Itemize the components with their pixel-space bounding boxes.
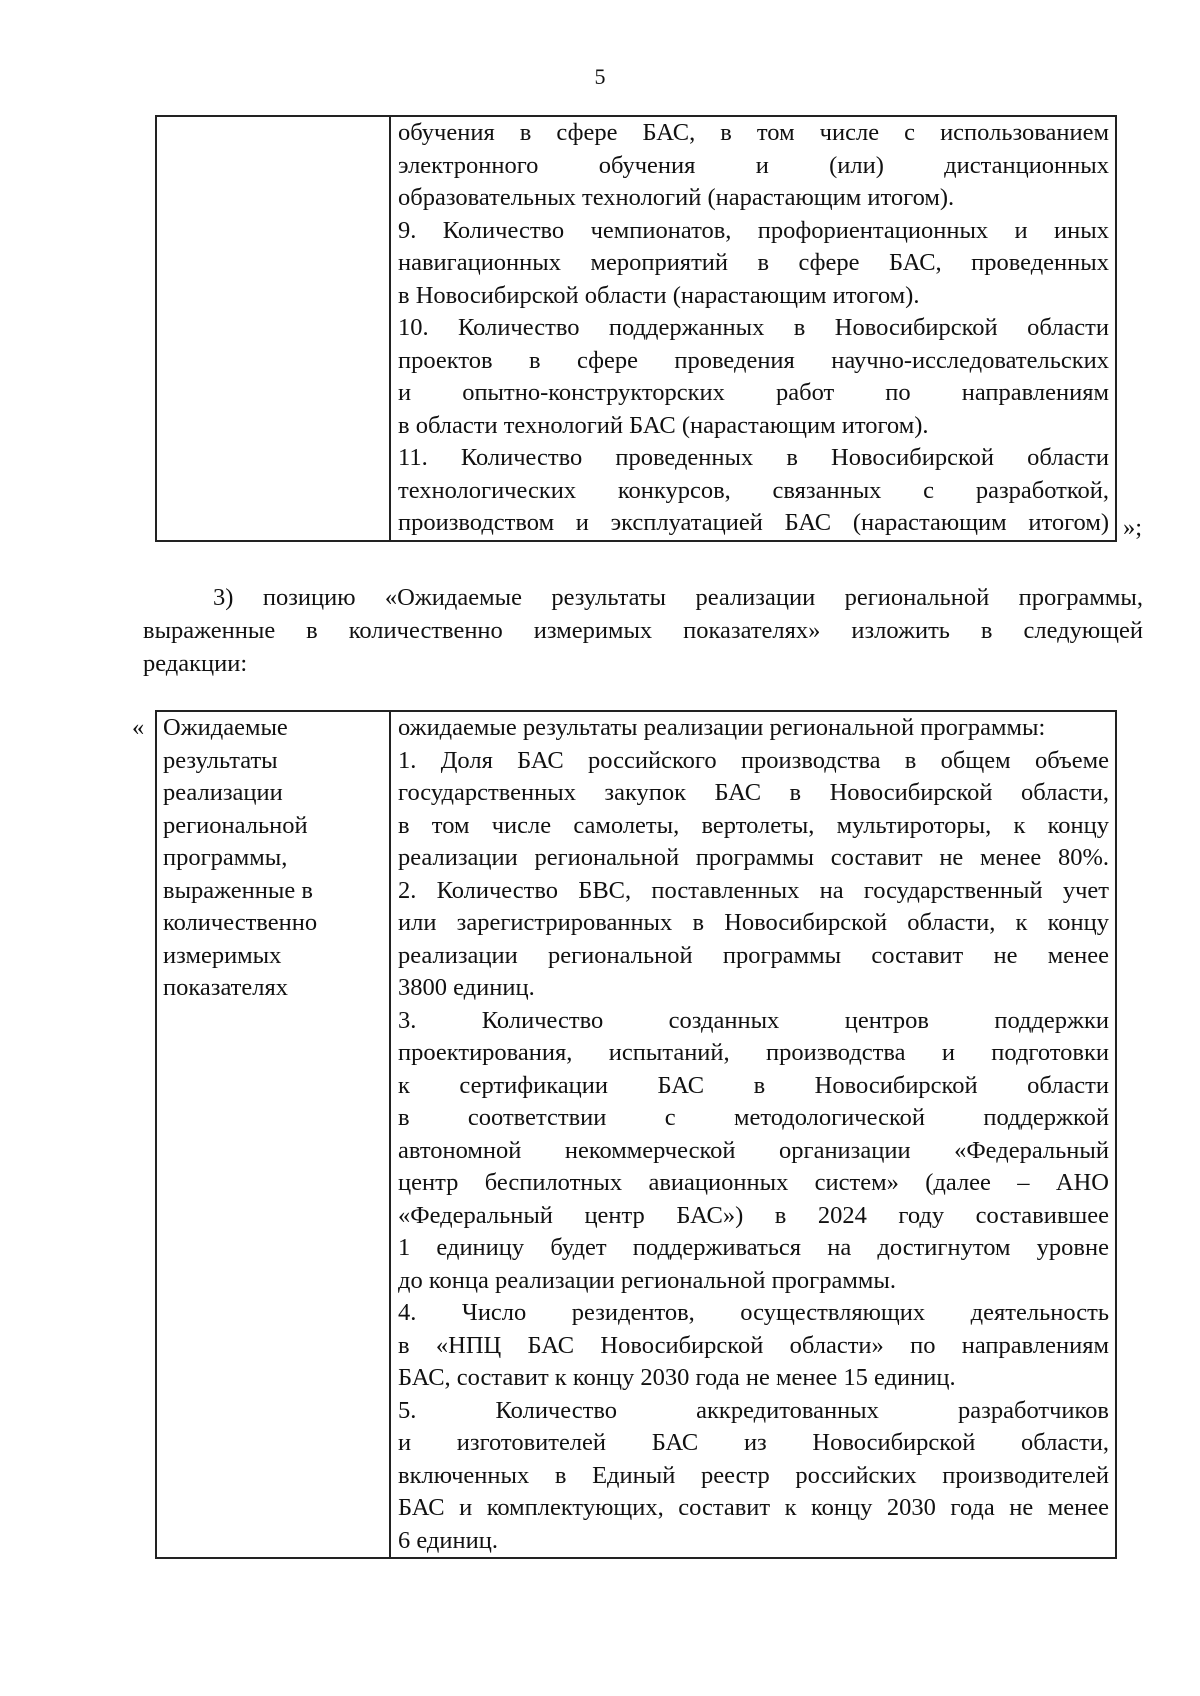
table2-right-cell — [390, 711, 1116, 1558]
right-cell-line: к сертификации БАС в Новосибирской области — [398, 1071, 1109, 1099]
table1-line: проектов в сфере проведения научно-исследовательских — [398, 346, 1109, 374]
right-cell-line: реализации региональной программы составит не менее 80%. — [398, 844, 1109, 871]
right-cell-line: 4. Число резидентов, осуществляющих деятельность — [398, 1299, 1109, 1326]
right-cell-line: в соответствии с методологической поддержкой — [398, 1104, 1109, 1131]
paragraph-item-3 — [143, 581, 1143, 680]
table1-line: технологических конкурсов, связанных с разработкой, — [398, 476, 1109, 504]
right-cell-line: автономной некоммерческой организации «Федеральный — [398, 1136, 1109, 1164]
left-cell-line: показателях — [163, 974, 289, 1001]
right-cell-line: «Федеральный центр БАС») в 2024 году составившее — [398, 1201, 1109, 1229]
right-cell-line: в «НПЦ БАС Новосибирской области» по направлениям — [398, 1331, 1109, 1359]
right-cell-line: до конца реализации региональной программы. — [398, 1266, 896, 1294]
right-cell-line: 5. Количество аккредитованных разработчиков — [398, 1396, 1109, 1424]
right-cell-line: 3. Количество созданных центров поддержки — [398, 1006, 1109, 1034]
table1-line: 9. Количество чемпионатов, профориентационных и иных — [398, 216, 1109, 244]
table1-line: электронного обучения и (или) дистанционных — [398, 151, 1109, 179]
table1-line: обучения в сфере БАС, в том числе с использованием — [398, 119, 1109, 146]
expected-results-table — [155, 710, 1117, 1559]
right-cell-line: центр беспилотных авиационных систем» (далее – АНО — [398, 1169, 1109, 1196]
left-cell-line: реализации — [163, 779, 283, 806]
table1-line: образовательных технологий (нарастающим итогом). — [398, 184, 955, 211]
table1-line: в Новосибирской области (нарастающим итогом). — [398, 281, 920, 309]
left-cell-line: региональной — [163, 811, 308, 839]
opening-quote-mark: « — [132, 714, 145, 741]
paragraph-line: 3) позицию «Ожидаемые результаты реализации региональной программы, — [213, 584, 1143, 611]
right-cell-line: 1. Доля БАС российского производства в общем объеме — [398, 746, 1109, 774]
right-cell-line: БАС и комплектующих, составит к концу 2030 года не менее — [398, 1494, 1109, 1521]
indicators-table-continued — [155, 115, 1117, 542]
closing-quote-mark: »; — [1123, 514, 1143, 541]
table1-right-cell — [390, 116, 1116, 541]
right-cell-line: ожидаемые результаты реализации региональной программы: — [398, 714, 1046, 741]
table-row — [156, 711, 1116, 1558]
right-cell-line: в том числе самолеты, вертолеты, мультироторы, к концу — [398, 811, 1109, 839]
left-cell-line: выраженные в — [163, 876, 313, 904]
table-row — [156, 116, 1116, 541]
right-cell-line: реализации региональной программы составит не менее — [398, 941, 1109, 969]
table2-left-cell — [156, 711, 390, 1558]
right-cell-line: 2. Количество БВС, поставленных на государственный учет — [398, 876, 1109, 904]
page-number: 5 — [594, 64, 606, 89]
right-cell-line: 3800 единиц. — [398, 974, 535, 1001]
right-cell-line: и изготовителей БАС из Новосибирской области, — [398, 1429, 1109, 1456]
right-cell-line: БАС, составит к концу 2030 года не менее 15 единиц. — [398, 1364, 956, 1391]
left-cell-line: программы, — [163, 844, 288, 871]
table1-left-cell — [156, 116, 390, 541]
paragraph-line: выраженные в количественно измеримых показателях» изложить в следующей — [143, 617, 1143, 644]
table1-line: и опытно-конструкторских работ по направлениям — [398, 379, 1109, 406]
left-cell-line: измеримых — [163, 941, 282, 969]
left-cell-line: количественно — [163, 909, 318, 936]
right-cell-line: или зарегистрированных в Новосибирской области, к концу — [398, 909, 1109, 936]
table1-line: 10. Количество поддержанных в Новосибирской области — [398, 314, 1109, 341]
table1-line: в области технологий БАС (нарастающим итогом). — [398, 411, 929, 439]
right-cell-line: 6 единиц. — [398, 1526, 498, 1554]
table1-line: навигационных мероприятий в сфере БАС, проведенных — [398, 249, 1109, 276]
paragraph-line: редакции: — [143, 650, 248, 677]
right-cell-line: включенных в Единый реестр российских производителей — [398, 1461, 1109, 1489]
right-cell-line: проектирования, испытаний, производства и подготовки — [398, 1039, 1109, 1066]
left-cell-line: Ожидаемые — [163, 714, 288, 741]
right-cell-line: государственных закупок БАС в Новосибирской области, — [398, 779, 1109, 806]
right-cell-line: 1 единицу будет поддерживаться на достигнутом уровне — [398, 1234, 1109, 1261]
table1-line: производством и эксплуатацией БАС (нарастающим итогом) — [398, 509, 1109, 536]
left-cell-line: результаты — [163, 746, 278, 774]
table1-line: 11. Количество проведенных в Новосибирской области — [398, 444, 1109, 471]
